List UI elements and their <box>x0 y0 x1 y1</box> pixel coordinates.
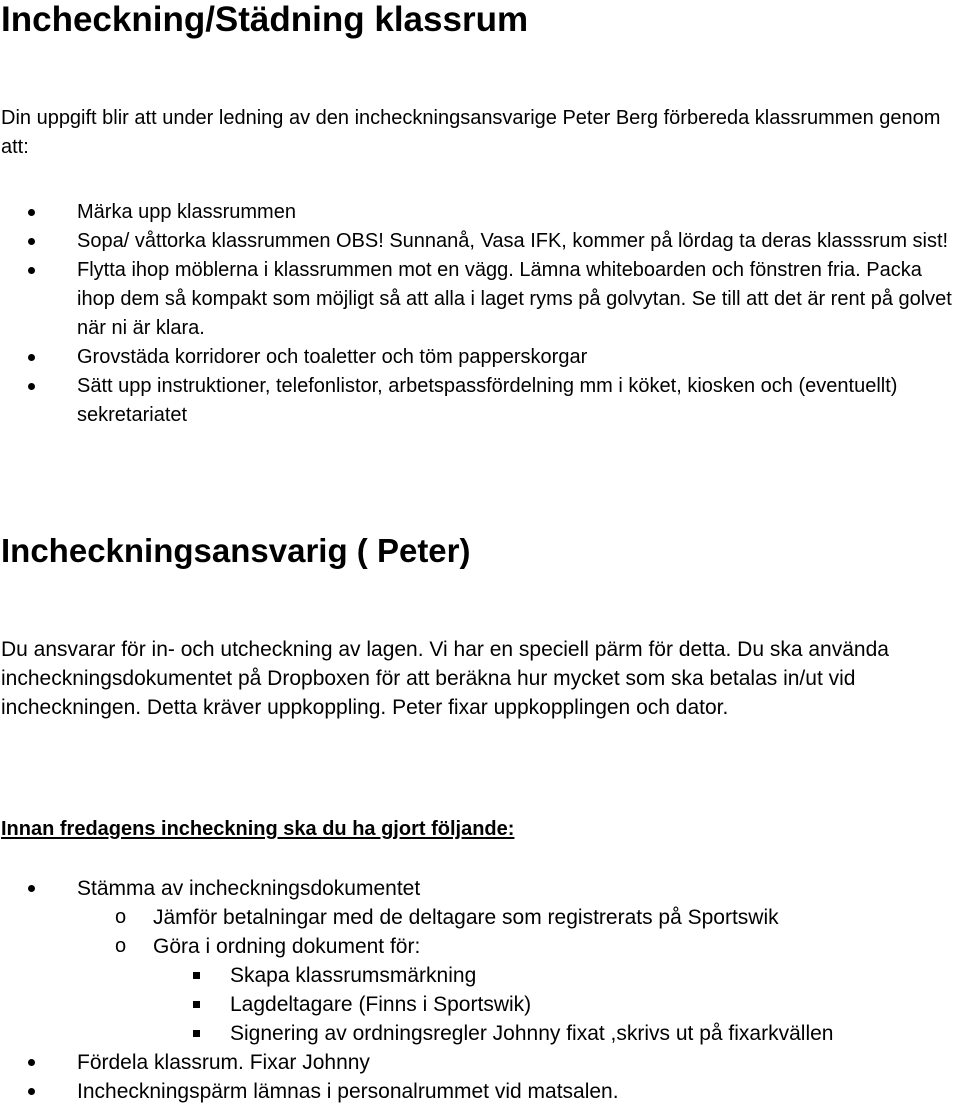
list-item: Incheckningspärm lämnas i personalrummet vid matsalen. <box>0 1077 958 1106</box>
list-item: Sopa/ våttorka klassrummen OBS! Sunnanå, Vasa IFK, kommer på lördag ta deras klasssrum sist! <box>0 227 958 256</box>
circle-bullet-icon: o <box>115 935 127 957</box>
task-list <box>0 198 958 430</box>
bullet-icon <box>28 238 35 245</box>
square-bullet-icon <box>193 1030 200 1037</box>
sub-sub-list <box>0 961 958 1048</box>
bullet-icon <box>28 267 35 274</box>
square-bullet-icon <box>193 1001 200 1008</box>
list-item: Märka upp klassrummen <box>0 198 958 227</box>
section-heading-friday: Innan fredagens incheckning ska du ha gjort följande: <box>1 818 515 840</box>
list-item: o Jämför betalningar med de deltagare som registrerats på Sportswik <box>0 903 958 932</box>
bullet-icon <box>28 383 35 390</box>
list-item: Fördela klassrum. Fixar Johnny <box>0 1048 958 1077</box>
bullet-icon <box>28 885 35 892</box>
list-item: Skapa klassrumsmärkning <box>0 961 958 990</box>
circle-bullet-icon: o <box>115 906 127 928</box>
friday-checklist <box>0 874 958 1106</box>
responsibility-paragraph: Du ansvarar för in- och utcheckning av lagen. Vi har en speciell pärm för detta. Du ska använda incheckningsdokumentet på Dropboxen för att beräkna hur mycket som ska betalas in/ut vid incheckningen. Detta kräver uppkoppling. Peter fixar uppkopplingen och dator. <box>1 638 889 719</box>
list-item: Flytta ihop möblerna i klassrummen mot en vägg. Lämna whiteboarden och fönstren fria. Packa ihop dem så kompakt som möjligt så att alla i laget ryms på golvytan. Se till att det är rent på golvet när ni är klara. <box>0 256 958 343</box>
bullet-icon <box>28 1088 35 1095</box>
section-heading-responsible: Incheckningsansvarig ( Peter) <box>1 532 471 569</box>
bullet-icon <box>28 354 35 361</box>
square-bullet-icon <box>193 972 200 979</box>
list-item: o Göra i ordning dokument för: Skapa klassrumsmärkning Lagdeltagare (Finns i Sportswik) Signering av ordningsregler Johnny fixat ,skrivs ut på fixarkvällen <box>0 932 958 1048</box>
bullet-icon <box>28 209 35 216</box>
list-item: Stämma av incheckningsdokumentet o Jämför betalningar med de deltagare som registrerats på Sportswik o Göra i ordning dokument för: Skapa klassrumsmärkning Lagdeltagare (Finns i Sportswik) Signering av ordningsregler Johnny fixat ,skrivs ut på fixarkvällen <box>0 874 958 1048</box>
page-title: Incheckning/Städning klassrum <box>1 0 529 39</box>
list-item: Lagdeltagare (Finns i Sportswik) <box>0 990 958 1019</box>
list-item: Signering av ordningsregler Johnny fixat ,skrivs ut på fixarkvällen <box>0 1019 958 1048</box>
intro-paragraph: Din uppgift blir att under ledning av den incheckningsansvarige Peter Berg förbereda klassrummen genom att: <box>1 107 941 158</box>
list-item: Grovstäda korridorer och toaletter och töm papperskorgar <box>0 343 958 372</box>
sub-list <box>0 903 958 1048</box>
list-item: Sätt upp instruktioner, telefonlistor, arbetspassfördelning mm i köket, kiosken och (eventuellt) sekretariatet <box>0 372 958 430</box>
bullet-icon <box>28 1059 35 1066</box>
